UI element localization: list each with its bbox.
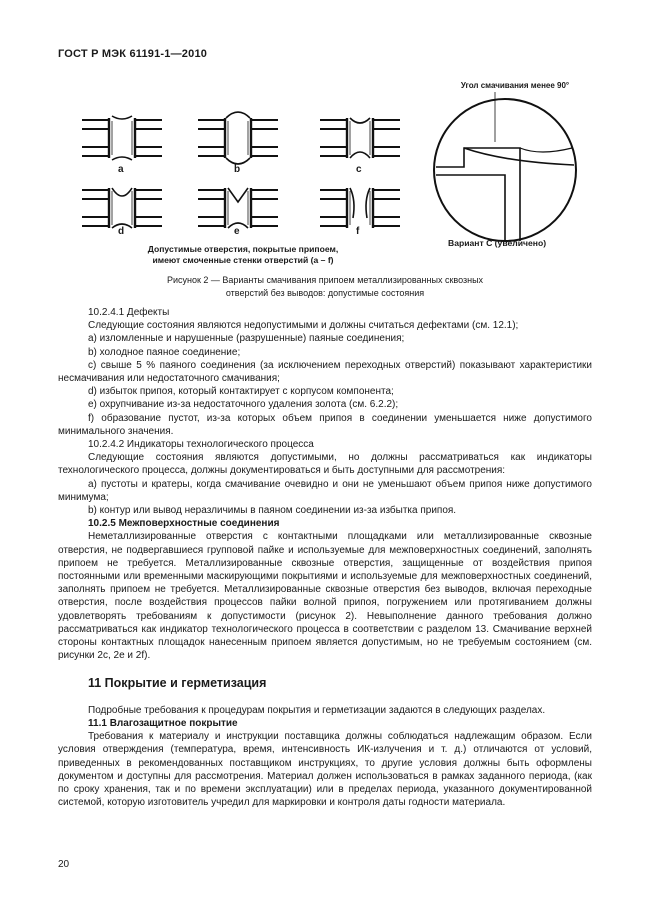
figure-note xyxy=(138,244,348,266)
figure-2 xyxy=(0,70,646,300)
caption-line1: Рисунок 2 — Варианты смачивания припоем металлизированных сквозных xyxy=(166,275,484,285)
list-item: а) пустоты и кратеры, когда смачивание очевидно и они не уменьшают объем припоя ниже допустимого минимума; xyxy=(58,478,592,503)
caption-line2: отверстий без выводов: допустимые состояния xyxy=(225,288,425,298)
list-item: f) образование пустот, из-за которых объем припоя в соединении уменьшается ниже допустимого минимального значения. xyxy=(58,412,592,437)
variant-label-b: b xyxy=(234,164,241,175)
document-header: ГОСТ Р МЭК 61191-1—2010 xyxy=(58,48,208,60)
page-number: 20 xyxy=(58,859,70,870)
paragraph: Неметаллизированные отверстия с контактными площадками или металлизированные сквозные отверстия, не подвергавшиеся групповой пайке и используемые для межповерхностных соединений, заполнять припоем не требуется. Металлизированные сквозные отверстия, защищенные от воздействия припоя постоянными или временными маскирующими покрытиями и используемые для межповерхностных соединений, заполнять припоем не требуется. Металлизированные сквозные отверстия без выводов, включая переходные отверстия, после воздействия процессов пайки волной припоя, погружением или протягиванием должны удовлетворять требованиям к допустимости (рисунок 2). Невыполнение данного требования должно рассматриваться как индикатор технологического процесса в соответствии с разделом 13. Смачивание верхней стороны контактных площадок нанесенным припоем является допустимым, но не требуемым состоянием (см. рисунки 2c, 2e и 2f). xyxy=(58,531,592,662)
variant-label-f: f xyxy=(356,226,360,237)
paragraph: Требования к материалу и инструкции поставщика должны соблюдаться надлежащим образом. Если условия отверждения (температура, время, интенсивность ИК-излучения и т. д.) отличаются от условий, приведенных в рекомендованных поставщиком инструкциях, то другие условия должны быть оформлены документом и доступны для рассмотрения. Материал должен использоваться в рамках заданного периода, (как по сроку хранения, так и по времени эксплуатации) или в пределах периода, указанного документированной системой, которую изготовитель учредил для маркировки и контроля даты годности материала. xyxy=(58,731,592,809)
list-item: d) избыток припоя, который контактирует с корпусом компонента; xyxy=(88,386,394,398)
detail-label: Вариант С (увеличено) xyxy=(448,238,547,248)
variant-a-drawing xyxy=(82,116,162,160)
list-item: а) изломленные и нарушенные (разрушенные) паяные соединения; xyxy=(88,333,405,345)
list-item: b) холодное паяное соединение; xyxy=(88,346,241,358)
detail-c-drawing xyxy=(434,92,576,241)
section-10-2-4-1: 10.2.4.1 Дефекты xyxy=(88,307,170,318)
section-11-heading: 11 Покрытие и герметизация xyxy=(88,676,267,691)
variant-d-drawing xyxy=(82,188,162,228)
variant-label-d: d xyxy=(118,226,125,237)
section-11-1-heading: 11.1 Влагозащитное покрытие xyxy=(88,717,238,729)
list-item: с) свыше 5 % паяного соединения (за исключением переходных отверстий) показывают характеристики несмачивания или недостаточного смачивания; xyxy=(58,359,592,385)
figure-note-line1: Допустимые отверстия, покрытые припоем, xyxy=(147,244,339,254)
paragraph: Следующие состояния являются недопустимыми и должны считаться дефектами (см. 12.1); xyxy=(88,320,519,332)
section-10-2-4-2: 10.2.4.2 Индикаторы технологического процесса xyxy=(88,439,314,451)
variant-label-a: a xyxy=(118,164,124,175)
paragraph: Следующие состояния являются допустимыми, но должны рассматриваться как индикаторы технологического процесса, должны документироваться и быть доступными для рассмотрения: xyxy=(58,452,592,477)
paragraph: Подробные требования к процедурам покрытия и герметизации задаются в следующих разделах. xyxy=(88,704,546,716)
figure-caption xyxy=(90,274,560,300)
variant-f-drawing xyxy=(320,188,400,228)
body-text xyxy=(58,306,592,809)
variant-e-drawing xyxy=(198,188,278,228)
figure-note-line2: имеют смоченные стенки отверстий (a – f) xyxy=(152,255,334,265)
list-item: е) охрупчивание из-за недостаточного удаления золота (см. 6.2.2); xyxy=(88,399,399,411)
variant-label-e: e xyxy=(234,226,240,237)
variant-label-c: c xyxy=(356,164,362,175)
detail-title: Угол смачивания менее 90° xyxy=(460,81,570,90)
list-item: b) контур или вывод неразличимы в паяном соединении из-за избытка припоя. xyxy=(88,505,457,517)
variant-c-drawing xyxy=(320,118,400,158)
variant-b-drawing xyxy=(198,112,278,164)
section-10-2-5-heading: 10.2.5 Межповерхностные соединения xyxy=(88,518,280,530)
